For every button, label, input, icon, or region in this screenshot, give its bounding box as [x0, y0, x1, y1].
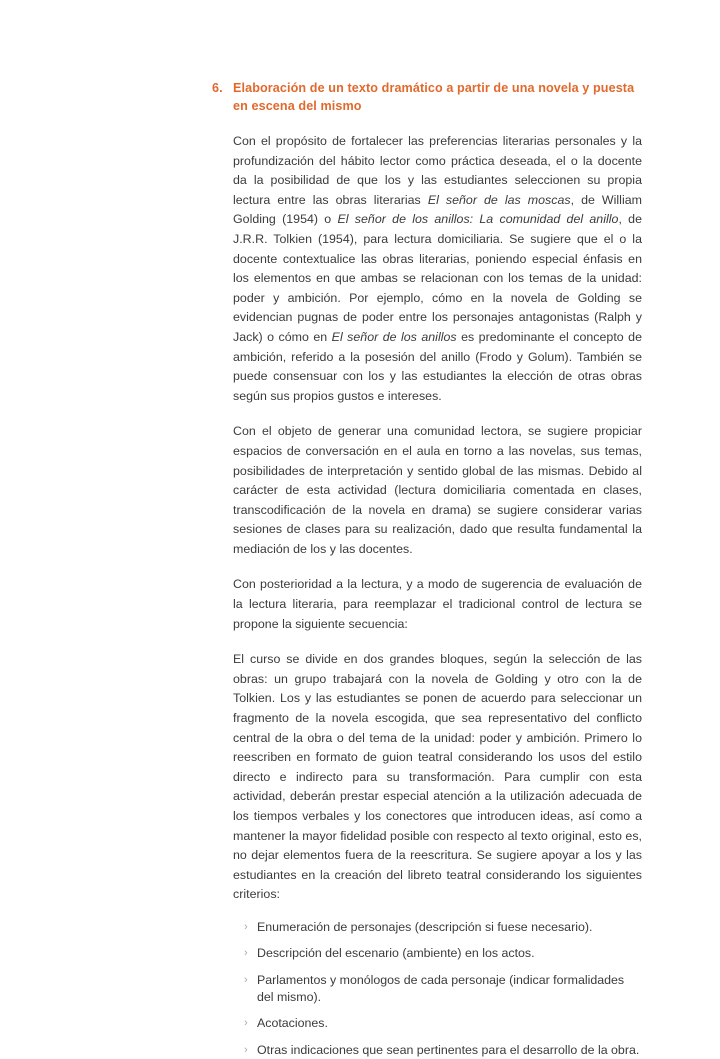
paragraph-1-part-a: Con el propósito de fortalecer las preferencias literarias personales y la profundización del hábito lector como práctica deseada, el o la docente da la posibilidad de que los y las estudiantes seleccionen su propia lectura entre las obras literarias — [233, 134, 642, 207]
list-item-label: Acotaciones. — [257, 1016, 328, 1031]
page-content — [212, 80, 642, 1059]
list-item-label: Otras indicaciones que sean pertinentes para el desarrollo de la obra. — [257, 1042, 640, 1057]
paragraph-4: El curso se divide en dos grandes bloques, según la selección de las obras: un grupo trabajará con la novela de Golding y otro con la de Tolkien. Los y las estudiantes se ponen de acuerdo para seleccionar un fragmento de la novela escogida, que sea representativo del conflicto central de la obra o del tema de la unidad: poder y ambición. Primero lo reescriben en formato de guion teatral considerando los usos del estilo directo e indirecto para su transformación. Para cumplir con esta actividad, deberán prestar especial atención a la utilización adecuada de los tiempos verbales y los conectores que introducen ideas, así como a mantener la mayor fidelidad posible con respecto al texto original, esto es, no dejar elementos fuera de la reescritura. Se sugiere apoyar a los y las estudiantes en la creación del libreto teatral considerando los siguientes criterios: — [233, 652, 642, 902]
body-block — [233, 132, 642, 1059]
paragraph-2: Con el objeto de generar una comunidad lectora, se sugiere propiciar espacios de conversación en el aula en torno a las novelas, sus temas, posibilidades de interpretación y sentido global de las mismas. Debido al carácter de esta actividad (lectura domiciliaria comentada en clases, transcodificación de la novela en drama) se sugiere considerar varias sesiones de clases para su realización, dado que resulta fundamental la mediación de los y las docentes. — [233, 424, 642, 556]
paragraph-1 — [233, 132, 642, 406]
list-item — [233, 972, 642, 1006]
section-number: 6. — [212, 81, 223, 95]
paragraph-1-part-c: , de J.R.R. Tolkien (1954), para lectura domiciliaria. Se sugiere que el o la docente contextualice las obras literarias, poniendo especial énfasis en los elementos en que ambas se relacionan con los temas de la unidad: poder y ambición. Por ejemplo, cómo en la novela de Golding se evidencian pugnas de poder entre los personajes antagonistas (Ralph y Jack) o cómo en — [233, 212, 642, 344]
paragraph-1-part-b: , de William Golding (1954) o — [233, 192, 642, 227]
paragraph-1-part-d: es predominante el concepto de ambición, referido a la posesión del anillo (Frodo y Golum). También se puede consensuar con los y las estudiantes la elección de otras obras según sus propios gustos e intereses. — [233, 329, 642, 403]
list-item-label: Parlamentos y monólogos de cada personaje (indicar formalidades del mismo). — [257, 972, 625, 1004]
chevron-right-icon: › — [244, 1017, 248, 1030]
list-item — [233, 919, 642, 936]
chevron-right-icon: › — [244, 920, 248, 933]
list-item-label: Enumeración de personajes (descripción si fuese necesario). — [257, 919, 593, 934]
criteria-list — [233, 919, 642, 1059]
chevron-right-icon: › — [244, 1043, 248, 1056]
book-title-el-senor-de-los-anillos: El señor de los anillos — [331, 329, 457, 344]
list-item-label: Descripción del escenario (ambiente) en los actos. — [257, 946, 535, 961]
list-item — [233, 1042, 642, 1059]
book-title-el-senor-de-los-anillos-comunidad: El señor de los anillos: La comunidad del anillo — [337, 212, 619, 227]
section-title: Elaboración de un texto dramático a partir de una novela y puesta en escena del mismo — [233, 81, 635, 113]
chevron-right-icon: › — [244, 947, 248, 960]
book-title-el-senor-de-las-moscas: El señor de las moscas — [427, 192, 571, 207]
chevron-right-icon: › — [244, 973, 248, 986]
paragraph-3: Con posterioridad a la lectura, y a modo de sugerencia de evaluación de la lectura literaria, para reemplazar el tradicional control de lectura se propone la siguiente secuencia: — [233, 577, 642, 631]
section-heading — [212, 80, 642, 115]
list-item — [233, 1015, 642, 1032]
list-item — [233, 945, 642, 962]
